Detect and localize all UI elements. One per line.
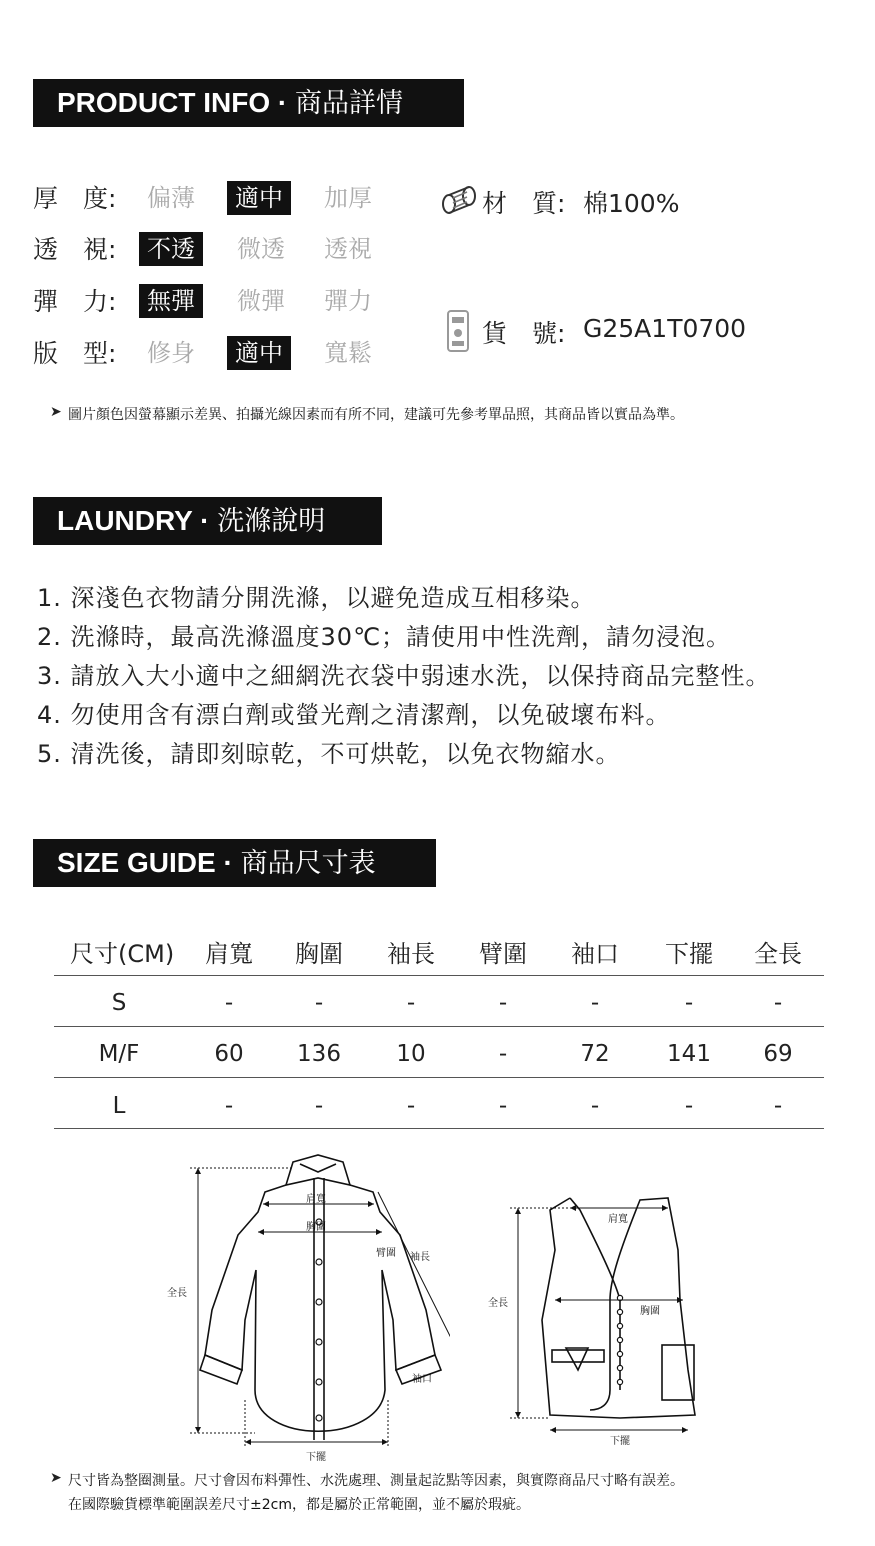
value-cell: -	[684, 990, 694, 1016]
value-cell: -	[590, 1093, 600, 1119]
value-cell: 69	[763, 1041, 793, 1067]
value-cell: -	[406, 1093, 416, 1119]
table-divider	[54, 1026, 824, 1027]
label-chest: 胸圍	[306, 1222, 326, 1233]
size-cell: S	[111, 990, 127, 1016]
material-label: 材 質:	[482, 189, 566, 218]
col-header-cuff: 袖口	[571, 940, 619, 968]
sku-label: 貨 號:	[482, 319, 566, 348]
label-chest: 胸圍	[640, 1306, 660, 1317]
product-info-header-sep: ·	[277, 87, 288, 118]
label-shoulder: 肩寬	[608, 1214, 628, 1225]
value-cell: -	[684, 1093, 694, 1119]
value-cell: -	[773, 990, 783, 1016]
value-cell: -	[498, 1041, 508, 1067]
tag-icon	[445, 309, 471, 353]
option-regular-selected: 適中	[227, 336, 291, 370]
value-cell: 136	[297, 1041, 341, 1067]
label-shoulder: 肩寬	[306, 1194, 326, 1205]
arrow-bullet-icon: ➤	[50, 1470, 62, 1486]
size-guide-header-en: SIZE GUIDE	[57, 847, 216, 878]
material-value: 棉100%	[583, 189, 680, 218]
product-info-header	[33, 79, 464, 127]
table-divider	[54, 975, 824, 976]
value-cell: -	[773, 1093, 783, 1119]
value-cell: 10	[396, 1041, 426, 1067]
arrow-bullet-icon: ➤	[50, 404, 62, 420]
laundry-item: 1. 深淺色衣物請分開洗滌，以避免造成互相移染。	[37, 584, 596, 612]
col-header-chest: 胸圍	[295, 940, 343, 968]
option-medium-selected: 適中	[227, 181, 291, 215]
option-opaque-selected: 不透	[139, 232, 203, 266]
laundry-item: 5. 清洗後，請即刻晾乾，不可烘乾，以免衣物縮水。	[37, 740, 621, 768]
value-cell: -	[314, 1093, 324, 1119]
value-cell: 60	[214, 1041, 244, 1067]
laundry-header-zh: 洗滌說明	[217, 506, 326, 537]
attribute-label: 透 視:	[33, 235, 117, 264]
size-guide-header-sep: ·	[223, 847, 233, 878]
option-loose: 寬鬆	[324, 339, 372, 367]
laundry-header-sep: ·	[200, 505, 210, 536]
size-cell: L	[112, 1093, 126, 1119]
vest-measurement-diagram	[480, 1190, 710, 1455]
product-info-header-zh: 商品詳情	[295, 88, 403, 119]
product-info-note: 圖片顏色因螢幕顯示差異、拍攝光線因素而有所不同，建議可先參考單品照，其商品皆以實品為準。	[68, 407, 684, 423]
size-guide-header-zh: 商品尺寸表	[240, 848, 376, 879]
size-note-line2: 在國際驗貨標準範圍誤差尺寸±2cm，都是屬於正常範圍，並不屬於瑕疵。	[68, 1497, 530, 1513]
product-info-header-en: PRODUCT INFO	[57, 87, 271, 118]
value-cell: 72	[580, 1041, 610, 1067]
table-divider	[54, 1128, 824, 1129]
value-cell: -	[406, 990, 416, 1016]
value-cell: 141	[667, 1041, 711, 1067]
label-hem: 下擺	[610, 1436, 630, 1447]
col-header-sleeve: 袖長	[387, 940, 435, 968]
col-header-shoulder: 肩寬	[205, 940, 253, 968]
option-sheer: 透視	[324, 235, 372, 263]
laundry-item: 2. 洗滌時，最高洗滌溫度30℃；請使用中性洗劑，請勿浸泡。	[37, 623, 732, 651]
value-cell: -	[498, 990, 508, 1016]
size-note-line1: 尺寸皆為整圈測量。尺寸會因布料彈性、水洗處理、測量起訖點等因素，與實際商品尺寸略有誤差。	[68, 1473, 684, 1489]
label-length: 全長	[488, 1298, 508, 1309]
thread-spool-icon	[440, 184, 480, 216]
table-divider	[54, 1077, 824, 1078]
value-cell: -	[498, 1093, 508, 1119]
col-header-length: 全長	[754, 940, 802, 968]
option-thin: 偏薄	[147, 184, 195, 212]
col-header-arm: 臂圍	[479, 940, 527, 968]
value-cell: -	[224, 990, 234, 1016]
attribute-label: 彈 力:	[33, 287, 117, 316]
attribute-label: 版 型:	[33, 339, 117, 368]
shirt-measurement-diagram	[160, 1150, 450, 1465]
laundry-item: 4. 勿使用含有漂白劑或螢光劑之清潔劑，以免破壞布料。	[37, 701, 671, 729]
value-cell: -	[590, 990, 600, 1016]
label-hem: 下擺	[306, 1452, 326, 1463]
laundry-item: 3. 請放入大小適中之細網洗衣袋中弱速水洗，以保持商品完整性。	[37, 662, 771, 690]
sku-value: G25A1T0700	[583, 314, 747, 343]
size-cell: M/F	[98, 1041, 140, 1067]
laundry-header	[33, 497, 382, 545]
attribute-label: 厚 度:	[33, 184, 117, 213]
laundry-header-en: LAUNDRY	[57, 505, 193, 536]
label-cuff: 袖口	[412, 1374, 432, 1385]
col-header-hem: 下擺	[665, 940, 713, 968]
size-guide-header	[33, 839, 436, 887]
value-cell: -	[314, 990, 324, 1016]
option-slim: 修身	[147, 339, 195, 367]
option-stretch: 彈力	[324, 287, 372, 315]
label-length: 全長	[167, 1288, 187, 1299]
label-sleeve: 袖長	[410, 1252, 430, 1263]
option-thick: 加厚	[324, 184, 372, 212]
option-slight-stretch: 微彈	[237, 287, 285, 315]
col-header-size: 尺寸(CM)	[70, 940, 175, 968]
label-arm: 臂圍	[376, 1248, 396, 1259]
option-no-stretch-selected: 無彈	[139, 284, 203, 318]
value-cell: -	[224, 1093, 234, 1119]
option-slightly-sheer: 微透	[237, 235, 285, 263]
